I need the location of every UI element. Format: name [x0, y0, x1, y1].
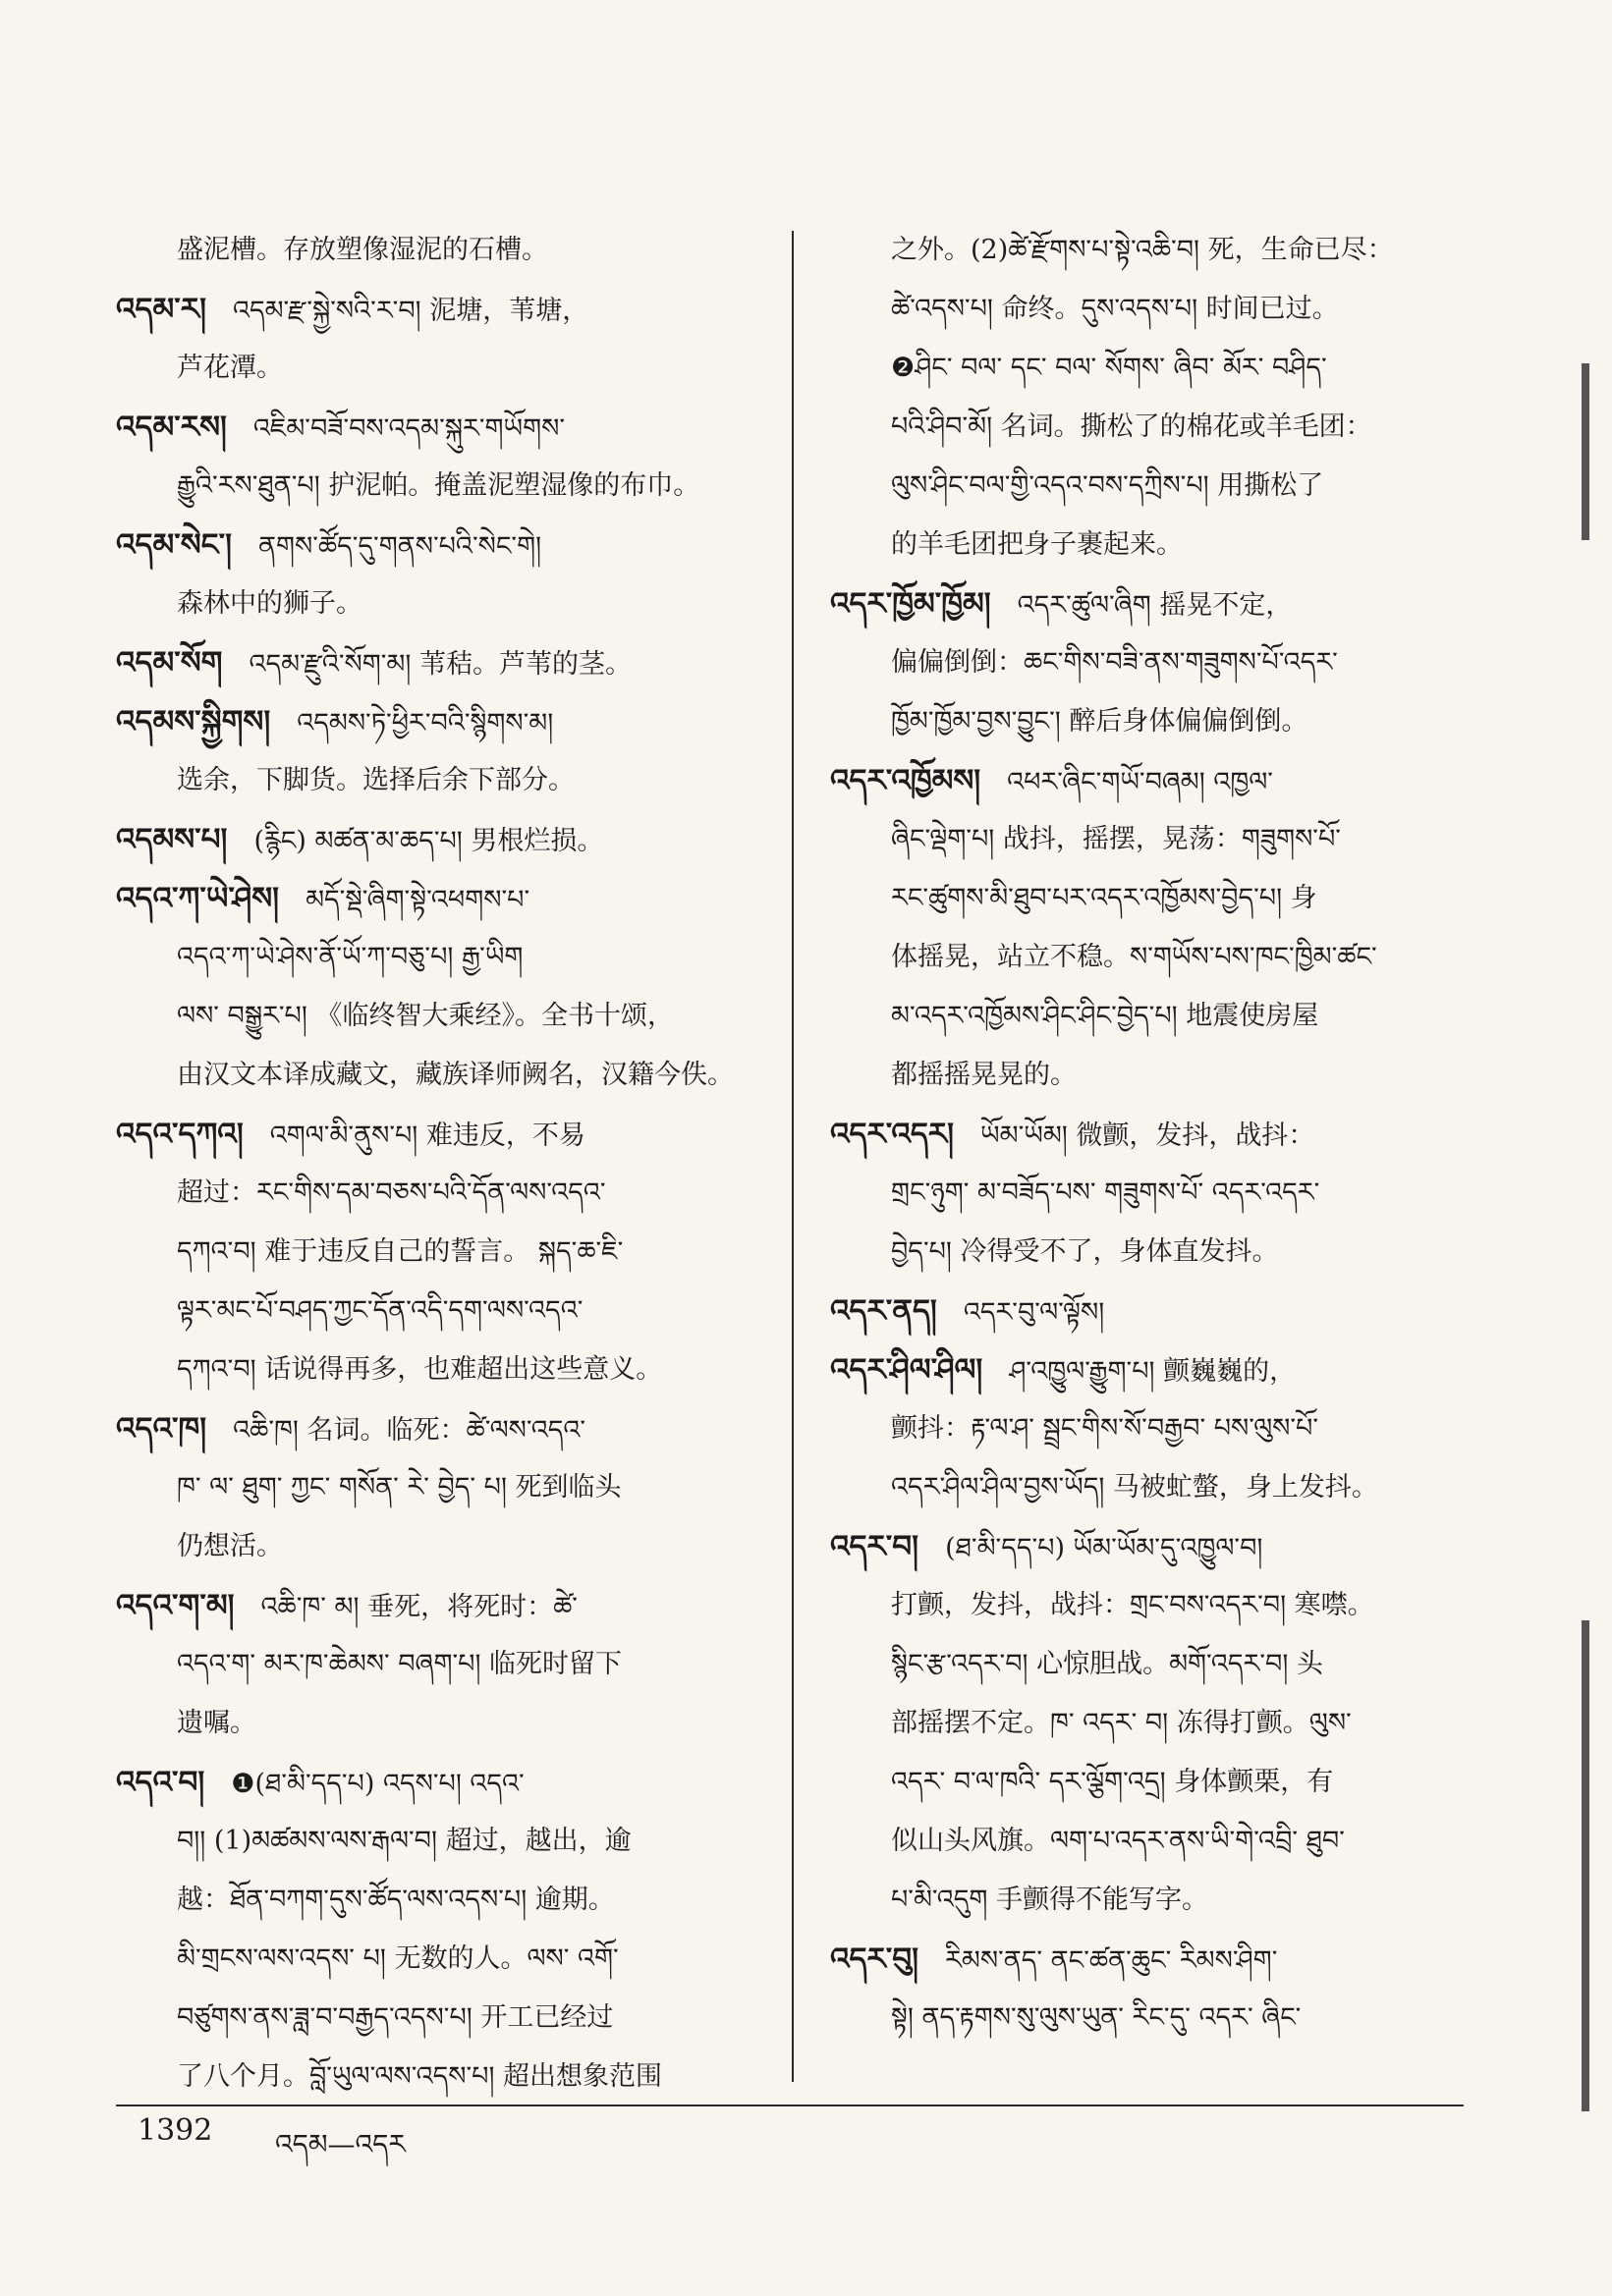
entry-line — [830, 1989, 1469, 2048]
headword: འདམ་རས། — [116, 410, 227, 445]
definition-text: རིམས་ནད་ ནང་ཚན་ཆུང་ རིམས་ཤིག་ — [945, 1945, 1278, 1976]
entry-line — [830, 1399, 1469, 1458]
dictionary-entry — [116, 516, 769, 633]
entry-line — [116, 869, 769, 928]
entry-line — [116, 1576, 769, 1635]
definition-text: འཕར་ཞིང་གཡོ་བཞམ། འཁྱལ་ — [1007, 767, 1273, 797]
entry-line — [830, 221, 1469, 280]
entry-line — [116, 339, 769, 398]
headword: འདམ་སོག — [116, 645, 223, 681]
definition-text: ❶(ཐ་མི་དད་པ) འདས་པ། འདའ་ — [231, 1769, 525, 1799]
definition-text: 部摇摆不定。ཁ་ འདར་ བ། 冻得打颤。ལུས་ — [891, 1708, 1352, 1738]
entry-line — [116, 398, 769, 457]
definition-text: སྟེ། ནད་རྟགས་སུ་ལུས་ཡུན་ རིང་དུ་ འདར་ ཞིང་ — [891, 2002, 1302, 2033]
definition-text: འདར་ བ་ལ་ཁའི་ དར་ལྕོག་འདྲ། 身体颤栗，有 — [891, 1767, 1334, 1797]
definition-text: 颤抖：རྟ་ལ་ཤ་ སྦྲང་གིས་སོ་བརྒྱབ་ པས་ལུས་པོ་ — [891, 1413, 1319, 1444]
definition-text: 仍想活。 — [177, 1531, 283, 1561]
headword: འདའ་དཀའ། — [116, 1117, 244, 1152]
entry-line — [116, 1517, 769, 1576]
definition-text: ཤ་འཁྱུལ་རྒྱུག་པ། 颤巍巍的， — [1009, 1356, 1297, 1387]
dictionary-entry — [116, 1576, 769, 1753]
dictionary-entry — [830, 1340, 1469, 1517]
entry-line — [116, 1635, 769, 1694]
entry-line — [116, 810, 769, 869]
definition-text: 偏偏倒倒：ཆང་གིས་བཟི་ནས་གཟུགས་པོ་འདར་ — [891, 647, 1338, 678]
definition-text: ཡོམ་ཡོམ། 微颤，发抖，战抖： — [980, 1121, 1315, 1151]
headword: འདར་བ། — [830, 1529, 919, 1564]
entry-line — [116, 1930, 769, 1989]
entry-line — [116, 516, 769, 574]
definition-text: 盛泥槽。存放塑像湿泥的石槽。 — [177, 235, 548, 265]
definition-text: རང་ཚུགས་མི་ཐུབ་པར་འདར་འཁྱོམས་བྱེད་པ། 身 — [891, 883, 1317, 913]
entry-line — [116, 1223, 769, 1282]
definition-text: 遗嘱。 — [177, 1708, 256, 1738]
entry-line — [830, 1340, 1469, 1399]
entry-line — [830, 1105, 1469, 1164]
definition-text: འདམ་རྫ་སྐྱེ་སའི་ར་བ། 泥塘，苇塘， — [232, 296, 589, 326]
definition-text: བ།། (1)མཚམས་ལས་རྒལ་བ། 超过，越出，逾 — [177, 1826, 632, 1856]
dictionary-entry — [116, 633, 769, 692]
dictionary-entry — [830, 1517, 1469, 1930]
entry-line — [116, 457, 769, 516]
entry-line — [830, 1164, 1469, 1223]
entry-line — [830, 280, 1469, 339]
headword: འདར་བུ། — [830, 1941, 919, 1977]
dictionary-entry — [116, 1105, 769, 1399]
headword: འདམས་པ། — [116, 822, 228, 857]
entry-line — [116, 1871, 769, 1930]
entry-line — [116, 1694, 769, 1753]
definition-text: བཙུགས་ནས་ཟླ་བ་བརྒྱད་འདས་པ། 开工已经过 — [177, 2002, 614, 2033]
definition-text: གྲང་ཉུག་ མ་བཟོད་པས་ གཟུགས་པོ་ འདར་འདར་ — [891, 1177, 1320, 1208]
margin-mark — [1582, 363, 1589, 540]
definition-text: མི་གྲངས་ལས་འདས་ པ། 无数的人。ལས་ འགོ་ — [177, 1943, 619, 1974]
dictionary-entry — [830, 751, 1469, 1105]
entry-line — [116, 1753, 769, 1812]
definition-text: ནགས་ཚོད་དུ་གནས་པའི་སེང་གེ། — [257, 531, 542, 562]
definition-text: དཀའ་བ། 话说得再多，也难超出这些意义。 — [177, 1354, 663, 1385]
entry-line — [116, 1340, 769, 1399]
entry-line — [830, 810, 1469, 869]
definition-text: 森林中的狮子。 — [177, 588, 362, 619]
headword: འདམ་སེང་། — [116, 527, 232, 563]
definition-text: འཆི་ཁ། 名词。临死：ཚེ་ལས་འདའ་ — [233, 1415, 586, 1446]
entry-line — [116, 1046, 769, 1105]
entry-line — [830, 1930, 1469, 1989]
headword: འདམ་ར། — [116, 292, 206, 327]
entry-line — [116, 574, 769, 633]
entry-line — [116, 692, 769, 751]
running-head: འདམ—འདར — [275, 2128, 406, 2160]
headword: འདའ་ག་མ། — [116, 1588, 235, 1623]
entry-line — [116, 221, 769, 280]
headword: འདར་ཤིལ་ཤིལ། — [830, 1352, 983, 1388]
headword: འདར་འདར། — [830, 1117, 955, 1152]
entry-line — [830, 987, 1469, 1046]
entry-line — [830, 1812, 1469, 1871]
entry-line — [830, 1694, 1469, 1753]
entry-line — [830, 869, 1469, 928]
entry-line — [830, 751, 1469, 810]
definition-text: (རྙིང) མཚན་མ་ཆད་པ། 男根烂损。 — [253, 826, 604, 856]
entry-line — [830, 1046, 1469, 1105]
left-column — [116, 221, 769, 2106]
definition-text: 体摇晃，站立不稳。ས་གཡོས་པས་ཁང་ཁྱིམ་ཚང་ — [891, 942, 1377, 972]
definition-text: འདར་ཤིལ་ཤིལ་བྱས་ཡོད། 马被虻螫，身上发抖。 — [891, 1472, 1378, 1503]
headword: འདའ་ཀ་ཡེ་ཤེས། — [116, 881, 280, 916]
headword: འདར་ནད། — [830, 1293, 937, 1329]
entry-line — [830, 398, 1469, 457]
definition-text: 的羊毛团把身子裹起来。 — [891, 529, 1183, 560]
definition-text: འདར་བུ་ལ་ལྟོས། — [963, 1297, 1105, 1328]
definition-text: 越：ཐོན་བཀག་དུས་ཚོད་ལས་འདས་པ། 逾期。 — [177, 1885, 615, 1915]
entry-line — [830, 692, 1469, 751]
definition-text: 都摇摇晃晃的。 — [891, 1060, 1077, 1090]
entry-line — [830, 1223, 1469, 1282]
entry-line — [830, 1753, 1469, 1812]
margin-mark — [1582, 1620, 1589, 2111]
dictionary-entry — [116, 280, 769, 398]
definition-text: སྙིང་རྩ་འདར་བ། 心惊胆战。མགོ་འདར་བ། 头 — [891, 1649, 1323, 1679]
definition-text: 由汉文本译成藏文，藏族译师阙名，汉籍今佚。 — [177, 1060, 734, 1090]
footer-rule — [116, 2105, 1464, 2106]
dictionary-entry — [116, 869, 769, 1105]
definition-text: རྒྱུའི་རས་ཐུན་པ། 护泥帕。掩盖泥塑湿像的布巾。 — [177, 470, 700, 501]
definition-text: 了八个月。བློ་ཡུལ་ལས་འདས་པ། 超出想象范围 — [177, 2061, 663, 2092]
definition-text: འདར་ཚུལ་ཞིག 摇晃不定， — [1017, 590, 1293, 621]
entry-line — [830, 1517, 1469, 1576]
definition-text: དཀའ་བ། 难于违反自己的誓言。 སྐད་ཆ་ཇི་ — [177, 1236, 624, 1267]
definition-text: ལྟར་མང་པོ་བཤད་ཀྱང་དོན་འདི་དག་ལས་འདའ་ — [177, 1295, 584, 1326]
entry-line — [830, 457, 1469, 516]
page-number: 1392 — [138, 2113, 213, 2148]
definition-text: ཁ་ ལ་ ཐུག་ ཀྱང་ གསོན་ རེ་ བྱེད་ པ། 死到临头 — [177, 1472, 622, 1503]
definition-text: ལུས་ཤིང་བལ་གྱི་འདའ་བས་དཀྲིས་པ། 用撕松了 — [891, 470, 1324, 501]
definition-text: ལས་ བསྒྱུར་པ། 《临终智大乘经》。全书十颂， — [177, 1001, 674, 1031]
dictionary-entry — [830, 574, 1469, 751]
definition-text: འདའ་ག་ མར་ཁ་ཆེམས་ བཞག་པ། 临死时留下 — [177, 1649, 623, 1679]
entry-line — [116, 633, 769, 692]
definition-text: ཞིང་ལྡེག་པ། 战抖，摇摆，晃荡：གཟུགས་པོ་ — [891, 824, 1341, 854]
definition-text: འདམ་རྫུའི་སོག་མ། 苇秸。芦苇的茎。 — [249, 649, 632, 680]
definition-text: པའི་ཤིབ་མོ། 名词。撕松了的棉花或羊毛团： — [891, 411, 1372, 442]
definition-text: འགལ་མི་ནུས་པ། 难违反，不易 — [269, 1121, 585, 1151]
entry-line — [116, 928, 769, 987]
entry-line — [116, 1458, 769, 1517]
definition-text: 超过：རང་གིས་དམ་བཅས་པའི་དོན་ལས་འདའ་ — [177, 1177, 606, 1208]
entry-line — [830, 574, 1469, 633]
headword: འདར་འཁྱོམས། — [830, 763, 981, 798]
definition-text: མདོ་སྡེ་ཞིག་སྟེ་འཕགས་པ་ — [306, 885, 530, 915]
entry-line — [830, 1871, 1469, 1930]
definition-text: འདའ་ཀ་ཡེ་ཤེས་ནོ་ཡོ་ཀ་བཅུ་པ། རྒྱ་ཡིག — [177, 942, 524, 972]
dictionary-entry — [116, 398, 769, 516]
definition-text: ཁྱོམ་ཁྱོམ་བྱས་བྱུང་། 醉后身体偏偏倒倒。 — [891, 706, 1308, 737]
entry-line — [830, 1576, 1469, 1635]
headword: འདའ་ཁ། — [116, 1411, 207, 1447]
entry-line — [116, 751, 769, 810]
definition-text: (ཐ་མི་དད་པ) ཡོམ་ཡོམ་དུ་འཁྱུལ་བ། — [945, 1533, 1263, 1563]
dictionary-entry — [116, 1399, 769, 1576]
entry-line — [830, 1458, 1469, 1517]
definition-text: འཆི་ཁ་ མ། 垂死，将死时：ཚེ་ — [260, 1592, 578, 1622]
dictionary-entry — [830, 1282, 1469, 1340]
definition-text: 选余，下脚货。选择后余下部分。 — [177, 765, 575, 795]
headword: འདར་ཁྱོམ་ཁྱོམ། — [830, 586, 991, 622]
dictionary-entry — [830, 1105, 1469, 1282]
entry-line — [830, 1635, 1469, 1694]
entry-line — [830, 516, 1469, 574]
entry-line — [830, 1282, 1469, 1340]
dictionary-entry — [116, 692, 769, 810]
definition-text: ཚེ་འདས་པ། 命终。དུས་འདས་པ། 时间已过。 — [891, 294, 1339, 324]
dictionary-entry — [116, 221, 769, 280]
dictionary-entry — [830, 221, 1469, 574]
definition-text: འདམས་ཏེ་ཕྱིར་བའི་སྙིགས་མ། — [297, 708, 554, 738]
definition-text: 之外。(2)ཚེ་རྫོགས་པ་སྟེ་འཆི་བ། 死，生命已尽： — [891, 235, 1394, 265]
headword: འདམས་སྐྱིགས། — [116, 704, 271, 739]
dictionary-entry — [116, 1753, 769, 2106]
definition-text: 打颤，发抖，战抖：གྲང་བས་འདར་བ། 寒噤。 — [891, 1590, 1374, 1620]
entry-line — [116, 1399, 769, 1458]
entry-line — [116, 2048, 769, 2106]
entry-line — [116, 1989, 769, 2048]
entry-line — [116, 1812, 769, 1871]
dictionary-entry — [116, 810, 769, 869]
entry-line — [830, 633, 1469, 692]
entry-line — [116, 1164, 769, 1223]
definition-text: བྱེད་པ། 冷得受不了，身体直发抖。 — [891, 1236, 1279, 1267]
entry-line — [116, 280, 769, 339]
entry-line — [830, 339, 1469, 398]
entry-line — [830, 928, 1469, 987]
entry-line — [116, 1282, 769, 1340]
definition-text: ❷ཤིང་ བལ་ དང་ བལ་ སོགས་ ཞིབ་ མོར་ བཤིད་ — [891, 353, 1327, 383]
column-divider — [792, 231, 794, 2082]
definition-text: པ་མི་འདུག 手颤得不能写字。 — [891, 1885, 1209, 1915]
definition-text: 芦花潭。 — [177, 353, 283, 383]
entry-line — [116, 987, 769, 1046]
definition-text: 似山头风旗。ལག་པ་འདར་ནས་ཡི་གེ་འབྲི་ ཐུབ་ — [891, 1826, 1345, 1856]
right-column — [830, 221, 1469, 2048]
definition-text: འཇིམ་བཟོ་བས་འདམ་སྐུར་གཡོགས་ — [252, 413, 565, 444]
definition-text: མ་འདར་འཁྱོམས་ཤིང་ཤིང་བྱེད་པ། 地震使房屋 — [891, 1001, 1319, 1031]
headword: འདའ་བ། — [116, 1765, 205, 1800]
dictionary-entry — [830, 1930, 1469, 2048]
entry-line — [116, 1105, 769, 1164]
